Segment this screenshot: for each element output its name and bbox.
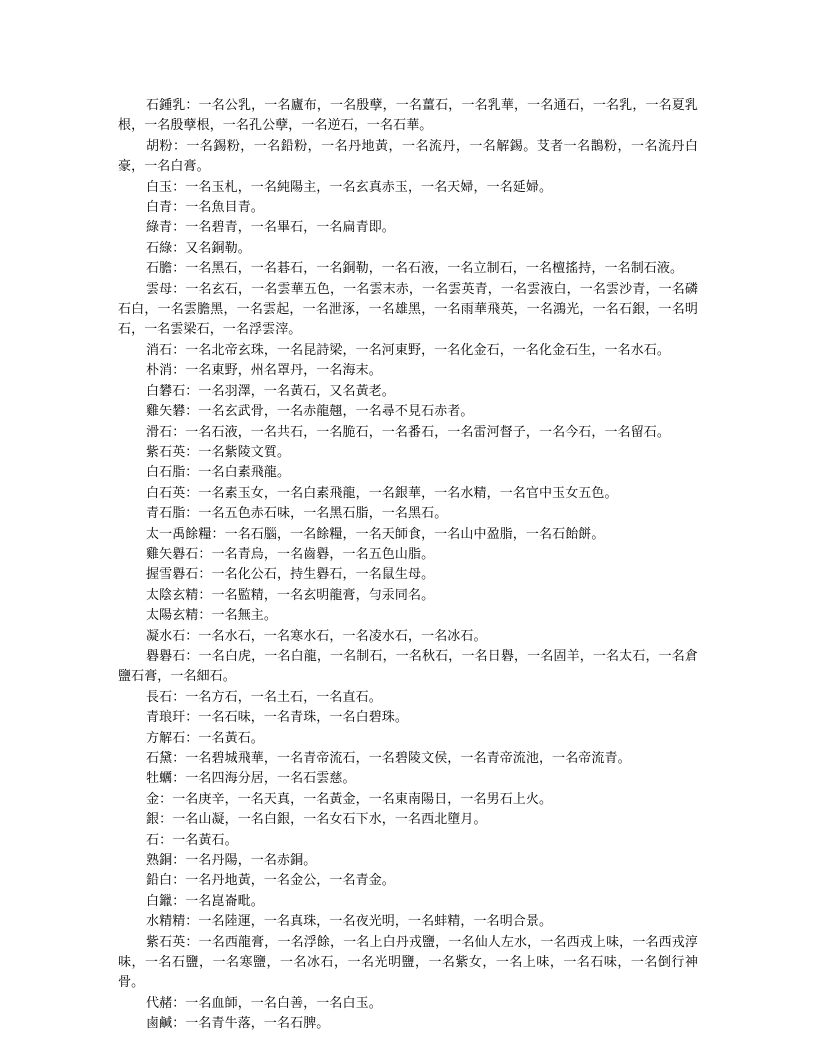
entry-shi-zhong-ru: 石鍾乳：一名公乳，一名廬布，一名殷孽，一名薑石，一名乳華，一名通石，一名乳，一名夏乳根，一名殷孽根，一名孔公孽，一名逆石，一名石華。 xyxy=(118,98,698,134)
entry-bai-qing: 白青：一名魚目青。 xyxy=(146,200,264,216)
entry-shi: 石：一名黃石。 xyxy=(146,832,238,848)
entry-wo-xue-yu-shi: 握雪礜石：一名化公石，持生礜石，一名鼠生母。 xyxy=(146,567,435,583)
entry-ji-shi-fan: 雞矢礬：一名玄武骨，一名赤龍翹，一名尋不見石赤者。 xyxy=(146,404,474,420)
entry-yun-mu: 雲母：一名玄石，一名雲華五色，一名雲末赤，一名雲英青，一名雲液白，一名雲沙青，一名磷石白，一名雲膽黑，一名雲起，一名泄涿，一名雄黑，一名雨華飛英，一名鴻光，一名石銀，一名明石，一名雲梁石，一名浮雲滓。 xyxy=(118,281,698,338)
entry-lu-xian: 鹵鹹：一名青牛落，一名石脾。 xyxy=(146,1016,330,1032)
entry-yin: 銀：一名山凝，一名白銀，一名女石下水，一名西北墮月。 xyxy=(146,812,487,828)
entry-tai-yi-yu-yu-liang: 太一禹餘糧：一名石腦，一名餘糧，一名天師食，一名山中盈脂，一名石飴餅。 xyxy=(146,526,605,542)
entry-qing-shi-zhi: 青石脂：一名五色赤石味，一名黑石脂，一名黑石。 xyxy=(146,506,448,522)
entry-shui-jing-jing: 水精精：一名陸運，一名真珠，一名夜光明，一名蚌精，一名明合景。 xyxy=(146,914,553,930)
entry-hu-fen: 胡粉：一名錫粉，一名鉛粉，一名丹地黃，一名流丹，一名解錫。𦫿者一名鵲粉，一名流丹白豪，一名白膏。 xyxy=(118,138,698,175)
entry-po-xiao: 朴消：一名東野，州名罩丹，一名海末。 xyxy=(146,363,382,379)
entry-chang-shi: 長石：一名方石，一名土石，一名直石。 xyxy=(146,689,382,705)
entry-lu-qing: 綠青：一名碧青，一名畢石，一名扁青即。 xyxy=(146,220,395,236)
entry-bai-shi-ying: 白石英：一名素玉女，一名白素飛龍，一名銀華，一名水精，一名官中玉女五色。 xyxy=(146,485,618,501)
entry-fang-jie-shi: 方解石：一名黃石。 xyxy=(146,730,264,746)
entry-xiao-shi: 消石：一名北帝玄珠，一名昆詩梁，一名河東野，一名化金石，一名化金石生，一名水石。 xyxy=(146,342,671,358)
entry-zi-shi-ying-2: 紫石英：一名西龍膏，一名浮餘，一名上白丹戎鹽，一名仙人左水，一名西戎上味，一名西戎淳味，一名石鹽，一名寒鹽，一名冰石，一名光明鹽，一名紫女，一名上味，一名石味，一名倒行神骨。 xyxy=(118,934,698,991)
entry-qing-lang-gan: 青琅玕：一名石味，一名青珠，一名白碧珠。 xyxy=(146,710,409,726)
entry-shi-dan: 石膽：一名黑石，一名碁石，一名銅勒，一名石液，一名立制石，一名檀搖持，一名制石液。 xyxy=(146,261,684,277)
entry-tai-yang-xuan-jing: 太陽玄精：一名無主。 xyxy=(146,608,278,624)
entry-shi-lu: 石綠：又名銅勒。 xyxy=(146,240,251,256)
entry-qian-bai: 鉛白：一名丹地黃，一名金公，一名青金。 xyxy=(146,873,395,889)
entry-shu-tong: 熟銅：一名丹陽，一名赤銅。 xyxy=(146,853,317,869)
entry-shi-dai: 石黛：一名碧城飛華，一名青帝流石，一名碧陵文侯，一名青帝流池，一名帝流青。 xyxy=(146,751,631,766)
entry-hua-shi: 滑石：一名石液，一名共石，一名脆石，一名番石，一名雷河督子，一名今石，一名留石。 xyxy=(146,424,671,440)
entry-tai-yin-xuan-jing: 太陰玄精：一名監精，一名玄明龍膏，勻汞同名。 xyxy=(146,587,435,603)
entry-jin: 金：一名庚辛，一名天真，一名黃金，一名東南陽日，一名男石上火。 xyxy=(146,791,553,807)
entry-yu-yu-shi: 礜礜石：一名白虎，一名白龍，一名制石，一名秋石，一名日礜，一名固羊，一名太石，一名倉鹽石膏，一名細石。 xyxy=(118,648,698,685)
entry-bai-la: 白鑞：一名崑崙毗。 xyxy=(146,893,264,909)
entry-bai-yu: 白玉：一名玉札，一名純陽主，一名玄真赤玉，一名天婦，一名延婦。 xyxy=(146,179,553,195)
text-body xyxy=(118,96,698,1035)
entry-ning-shui-shi: 凝水石：一名水石，一名寒水石，一名凌水石，一名冰石。 xyxy=(146,628,487,644)
entry-ji-shi-yu-shi: 雞矢礜石：一名青烏，一名齒礜，一名五色山脂。 xyxy=(146,546,435,562)
entry-bai-shi-zhi: 白石脂：一名白素飛龍。 xyxy=(146,465,291,481)
entry-zi-shi-ying: 紫石英：一名紫陵文質。 xyxy=(146,444,291,460)
entry-mu-li: 牡蠣：一名四海分居，一名石雲慈。 xyxy=(146,771,356,787)
entry-bai-fan-shi: 白礬石：一名羽澤，一名黃石，又名黃老。 xyxy=(146,383,395,399)
entry-dai-zhe: 代赭：一名血師，一名白善，一名白玉。 xyxy=(146,995,382,1011)
